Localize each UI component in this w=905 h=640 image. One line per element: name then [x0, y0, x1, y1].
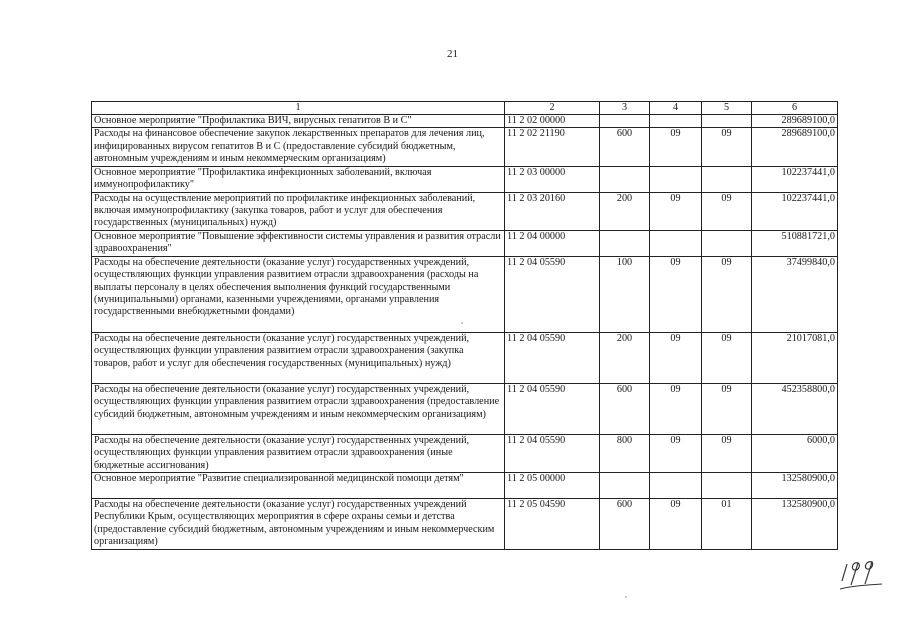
row-col4-cell: [650, 115, 702, 128]
row-name-cell: Расходы на обеспечение деятельности (оказание услуг) государственных учреждений, осуществляющих функции управления развитием отрасли здравоохранения (предоставление субсидий бюджетным, автономным учреждениям и иным некоммерческим организациям): [92, 383, 505, 434]
row-col3-cell: 100: [600, 256, 650, 332]
row-amount-cell: 102237441,0: [752, 166, 838, 192]
row-col4-cell: 09: [650, 332, 702, 383]
row-code-cell: 11 2 05 00000: [505, 473, 600, 499]
row-col5-cell: [702, 166, 752, 192]
row-code-cell: 11 2 04 05590: [505, 434, 600, 472]
row-col5-cell: 09: [702, 128, 752, 166]
row-col4-cell: [650, 473, 702, 499]
row-col4-cell: 09: [650, 383, 702, 434]
row-amount-cell: 452358800,0: [752, 383, 838, 434]
row-col5-cell: 09: [702, 192, 752, 230]
row-col5-cell: 09: [702, 256, 752, 332]
row-name-cell: Основное мероприятие "Развитие специализированной медицинской помощи детям": [92, 473, 505, 499]
row-amount-cell: 289689100,0: [752, 128, 838, 166]
column-header-4: 4: [650, 102, 702, 115]
row-col3-cell: 600: [600, 383, 650, 434]
row-name-cell: Расходы на обеспечение деятельности (оказание услуг) государственных учреждений, осуществляющих функции управления развитием отрасли здравоохранения (расходы на выплаты персоналу в целях обеспечения выполнения функций государственными (муниципальными) органами, казенными учреждениями, органами управления государственными внебюджетными фондами): [92, 256, 505, 332]
row-col4-cell: 09: [650, 499, 702, 550]
row-name-cell: Основное мероприятие "Повышение эффективности системы управления и развития отрасли здравоохранения": [92, 230, 505, 256]
table-row: [92, 166, 838, 192]
row-col3-cell: 200: [600, 192, 650, 230]
handwritten-page-mark-icon: [838, 551, 884, 593]
table-row: [92, 499, 838, 550]
row-code-cell: 11 2 02 00000: [505, 115, 600, 128]
row-col3-cell: 600: [600, 128, 650, 166]
row-col4-cell: 09: [650, 256, 702, 332]
row-amount-cell: 132580900,0: [752, 473, 838, 499]
row-code-cell: 11 2 02 21190: [505, 128, 600, 166]
table-row: [92, 128, 838, 166]
row-name-cell: Расходы на осуществление мероприятий по профилактике инфекционных заболеваний, включая иммунопрофилактику (закупка товаров, работ и услуг для обеспечения государственных (муниципальных) нужд): [92, 192, 505, 230]
row-amount-cell: 21017081,0: [752, 332, 838, 383]
budget-table: [91, 101, 838, 550]
row-col3-cell: 600: [600, 499, 650, 550]
table-row: [92, 434, 838, 472]
row-col3-cell: [600, 166, 650, 192]
table-row: [92, 332, 838, 383]
row-col5-cell: [702, 473, 752, 499]
column-header-1: 1: [92, 102, 505, 115]
scan-artifact: [461, 322, 463, 324]
row-amount-cell: 6000,0: [752, 434, 838, 472]
row-code-cell: 11 2 04 05590: [505, 256, 600, 332]
column-header-3: 3: [600, 102, 650, 115]
row-col5-cell: 09: [702, 434, 752, 472]
row-col5-cell: 09: [702, 383, 752, 434]
row-name-cell: Расходы на обеспечение деятельности (оказание услуг) государственных учреждений, осуществляющих функции управления развитием отрасли здравоохранения (иные бюджетные ассигнования): [92, 434, 505, 472]
row-amount-cell: 510881721,0: [752, 230, 838, 256]
column-header-6: 6: [752, 102, 838, 115]
row-code-cell: 11 2 05 04590: [505, 499, 600, 550]
row-code-cell: 11 2 03 20160: [505, 192, 600, 230]
table-row: [92, 192, 838, 230]
row-code-cell: 11 2 04 00000: [505, 230, 600, 256]
row-col3-cell: [600, 230, 650, 256]
table-row: [92, 473, 838, 499]
column-header-5: 5: [702, 102, 752, 115]
table-row: [92, 115, 838, 128]
row-col3-cell: [600, 115, 650, 128]
scan-artifact: [625, 596, 627, 598]
row-amount-cell: 102237441,0: [752, 192, 838, 230]
row-code-cell: 11 2 04 05590: [505, 332, 600, 383]
row-col5-cell: 09: [702, 332, 752, 383]
row-amount-cell: 289689100,0: [752, 115, 838, 128]
row-code-cell: 11 2 04 05590: [505, 383, 600, 434]
row-code-cell: 11 2 03 00000: [505, 166, 600, 192]
row-col4-cell: 09: [650, 192, 702, 230]
row-col4-cell: [650, 230, 702, 256]
row-name-cell: Основное мероприятие "Профилактика ВИЧ, вирусных гепатитов В и С": [92, 115, 505, 128]
row-name-cell: Расходы на финансовое обеспечение закупок лекарственных препаратов для лечения лиц, инфицированных вирусом гепатитов В и С (предоставление субсидий бюджетным, автономным учреждениям и иным некоммерческим организациям): [92, 128, 505, 166]
row-name-cell: Расходы на обеспечение деятельности (оказание услуг) государственных учреждений Республики Крым, осуществляющих мероприятия в сфере охраны семьи и детства (предоставление субсидий бюджетным, автономным учреждениям и иным некоммерческим организациям): [92, 499, 505, 550]
header-row: [92, 102, 838, 115]
table-row: [92, 256, 838, 332]
row-col3-cell: 800: [600, 434, 650, 472]
row-col3-cell: 200: [600, 332, 650, 383]
row-col4-cell: [650, 166, 702, 192]
row-name-cell: Расходы на обеспечение деятельности (оказание услуг) государственных учреждений, осуществляющих функции управления развитием отрасли здравоохранения (закупка товаров, работ и услуг для обеспечения государственных (муниципальных) нужд): [92, 332, 505, 383]
row-col3-cell: [600, 473, 650, 499]
table-row: [92, 230, 838, 256]
row-name-cell: Основное мероприятие "Профилактика инфекционных заболеваний, включая иммунопрофилактику": [92, 166, 505, 192]
table-row: [92, 383, 838, 434]
row-col5-cell: 01: [702, 499, 752, 550]
row-col4-cell: 09: [650, 434, 702, 472]
row-amount-cell: 132580900,0: [752, 499, 838, 550]
row-amount-cell: 37499840,0: [752, 256, 838, 332]
page-number: 21: [447, 48, 458, 60]
column-header-2: 2: [505, 102, 600, 115]
row-col4-cell: 09: [650, 128, 702, 166]
row-col5-cell: [702, 230, 752, 256]
row-col5-cell: [702, 115, 752, 128]
